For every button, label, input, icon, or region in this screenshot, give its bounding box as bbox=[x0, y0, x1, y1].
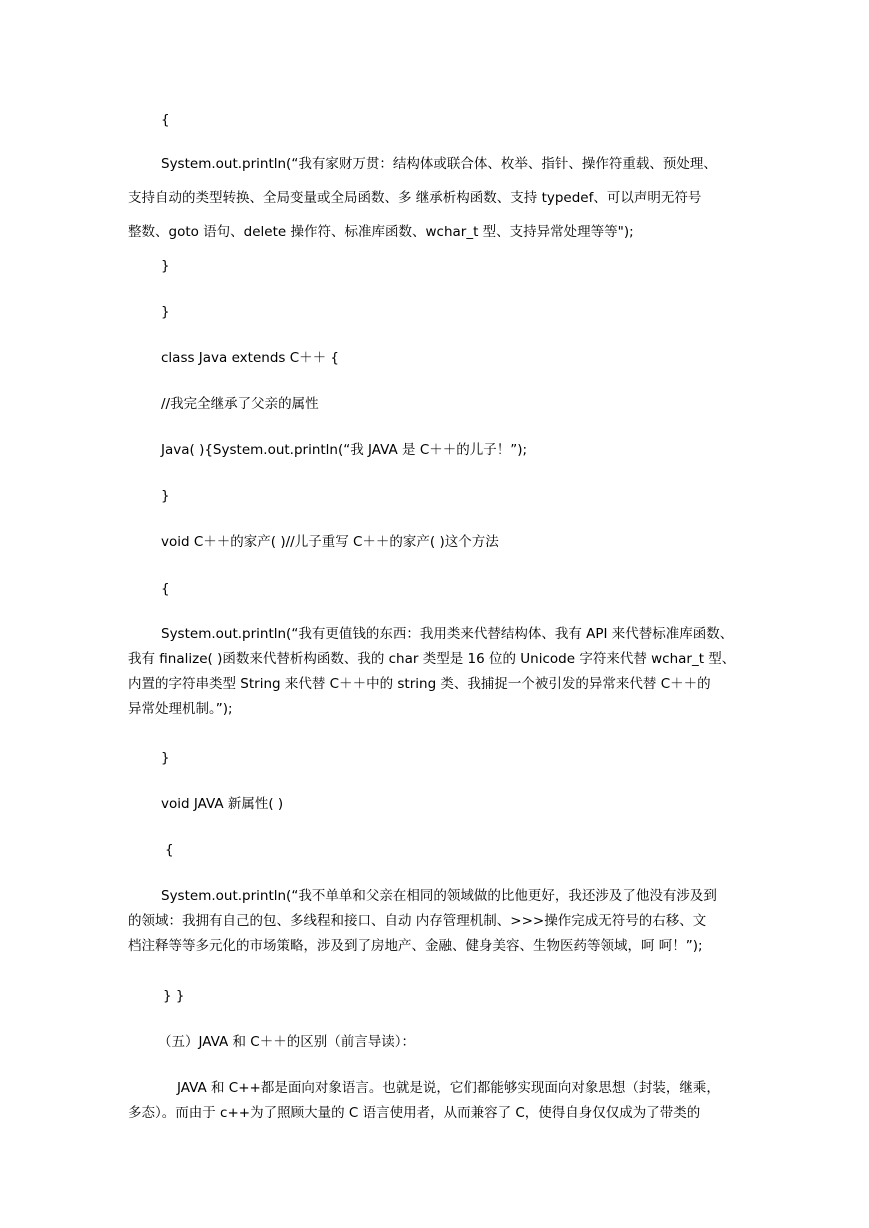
code-comment: //我完全继承了父亲的属性 bbox=[161, 396, 319, 412]
code-line: { bbox=[161, 112, 170, 128]
code-line: class Java extends C＋＋ { bbox=[161, 350, 340, 366]
body-paragraph bbox=[128, 1076, 742, 1125]
code-line: System.out.println(“我不单单和父亲在相同的领域做的比他更好，我还涉及了他没有涉及到 bbox=[161, 888, 717, 904]
code-line: 异常处理机制。”); bbox=[128, 701, 233, 717]
code-paragraph-println-3 bbox=[128, 884, 742, 958]
code-line: { bbox=[165, 842, 174, 858]
section-heading: （五）JAVA 和 C＋＋的区别（前言导读）： bbox=[158, 1034, 415, 1050]
code-line: System.out.println(“我有更值钱的东西：我用类来代替结构体、我有 API 来代替标准库函数、 bbox=[161, 626, 734, 642]
code-line: void C＋＋的家产( )//儿子重写 C＋＋的家产( )这个方法 bbox=[161, 534, 499, 550]
code-line: } bbox=[161, 304, 170, 320]
code-line: void JAVA 新属性( ) bbox=[161, 796, 284, 812]
code-line: 整数、goto 语句、delete 操作符、标准库函数、wchar_t 型、支持异常处理等等"); bbox=[128, 224, 634, 240]
code-line: } bbox=[161, 750, 170, 766]
code-line: } bbox=[161, 258, 170, 274]
code-line: { bbox=[161, 581, 170, 597]
code-line: 档注释等等多元化的市场策略，涉及到了房地产、金融、健身美容、生物医药等领域，呵 呵！”); bbox=[128, 938, 703, 954]
code-line: 支持自动的类型转换、全局变量或全局函数、多 继承析构函数、支持 typedef、可以声明无符号 bbox=[128, 190, 702, 206]
code-paragraph-println-2 bbox=[128, 622, 742, 721]
code-line: 的领域：我拥有自己的包、多线程和接口、自动 内存管理机制、>>>操作完成无符号的右移、文 bbox=[128, 913, 707, 929]
code-line: 内置的字符串类型 String 来代替 C＋＋中的 string 类、我捕捉一个被引发的异常来代替 C＋＋的 bbox=[128, 676, 711, 692]
code-line: Java( ){System.out.println(“我 JAVA 是 C＋＋的儿子！”); bbox=[161, 442, 528, 458]
code-line: System.out.println(“我有家财万贯：结构体或联合体、枚举、指针、操作符重载、预处理、 bbox=[161, 156, 717, 172]
text-line: 多态）。而由于 c++为了照顾大量的 C 语言使用者，从而兼容了 C，使得自身仅仅成为了带类的 bbox=[128, 1105, 701, 1121]
code-line: 我有 finalize( )函数来代替析构函数、我的 char 类型是 16 位的 Unicode 字符来代替 wchar_t 型、 bbox=[128, 651, 736, 667]
code-line: } bbox=[161, 488, 170, 504]
code-paragraph-println-1 bbox=[128, 152, 742, 244]
code-line: } } bbox=[163, 988, 185, 1004]
text-line: JAVA 和 C++都是面向对象语言。也就是说，它们都能够实现面向对象思想（封装，继乘， bbox=[177, 1080, 720, 1096]
